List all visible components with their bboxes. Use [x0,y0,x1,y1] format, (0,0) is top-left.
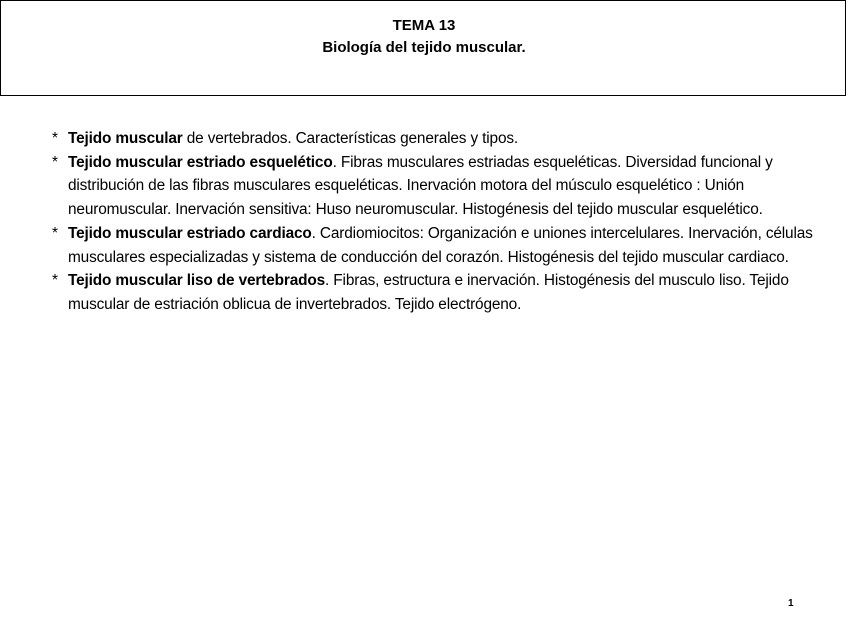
item-heading: Tejido muscular [68,130,183,147]
item-heading: Tejido muscular liso de vertebrados [68,272,326,290]
bullet-marker: * [52,272,58,290]
list-item [52,127,832,151]
item-heading: Tejido muscular estriado cardiaco [68,224,312,242]
page-title: TEMA 13 [392,17,456,34]
list-item [52,269,832,316]
item-text: . Cardiomiocitos: Organización e uniones intercelulares. Inervación, células musculares especializadas y sistema de conducción del corazón. Histogénesis del tejido muscular cardiaco. [68,224,813,266]
title-box [0,0,846,96]
item-text: . Fibras, estructura e inervación. Histogénesis del musculo liso. Tejido muscular de estriación oblicua de invertebrados. Tejido electrógeno. [68,272,789,313]
topic-list [52,127,832,317]
item-text: de vertebrados. Características generales y tipos. [182,130,519,147]
bullet-marker: * [52,224,58,242]
list-item [52,222,832,269]
list-item [52,151,832,222]
item-text: . Fibras musculares estriadas esqueléticas. Diversidad funcional y distribución de las fibras musculares esqueléticas. Inervación motora del músculo esquelético : Unión neuromuscular. Inervación sensitiva: Huso neuromuscular. Histogénesis del tejido muscular esquelético. [68,153,773,219]
bullet-marker: * [52,153,58,171]
item-heading: Tejido muscular estriado esquelético [68,153,333,171]
bullet-marker: * [52,130,58,147]
page-number: 1 [788,598,794,609]
page-subtitle: Biología del tejido muscular. [322,39,526,56]
